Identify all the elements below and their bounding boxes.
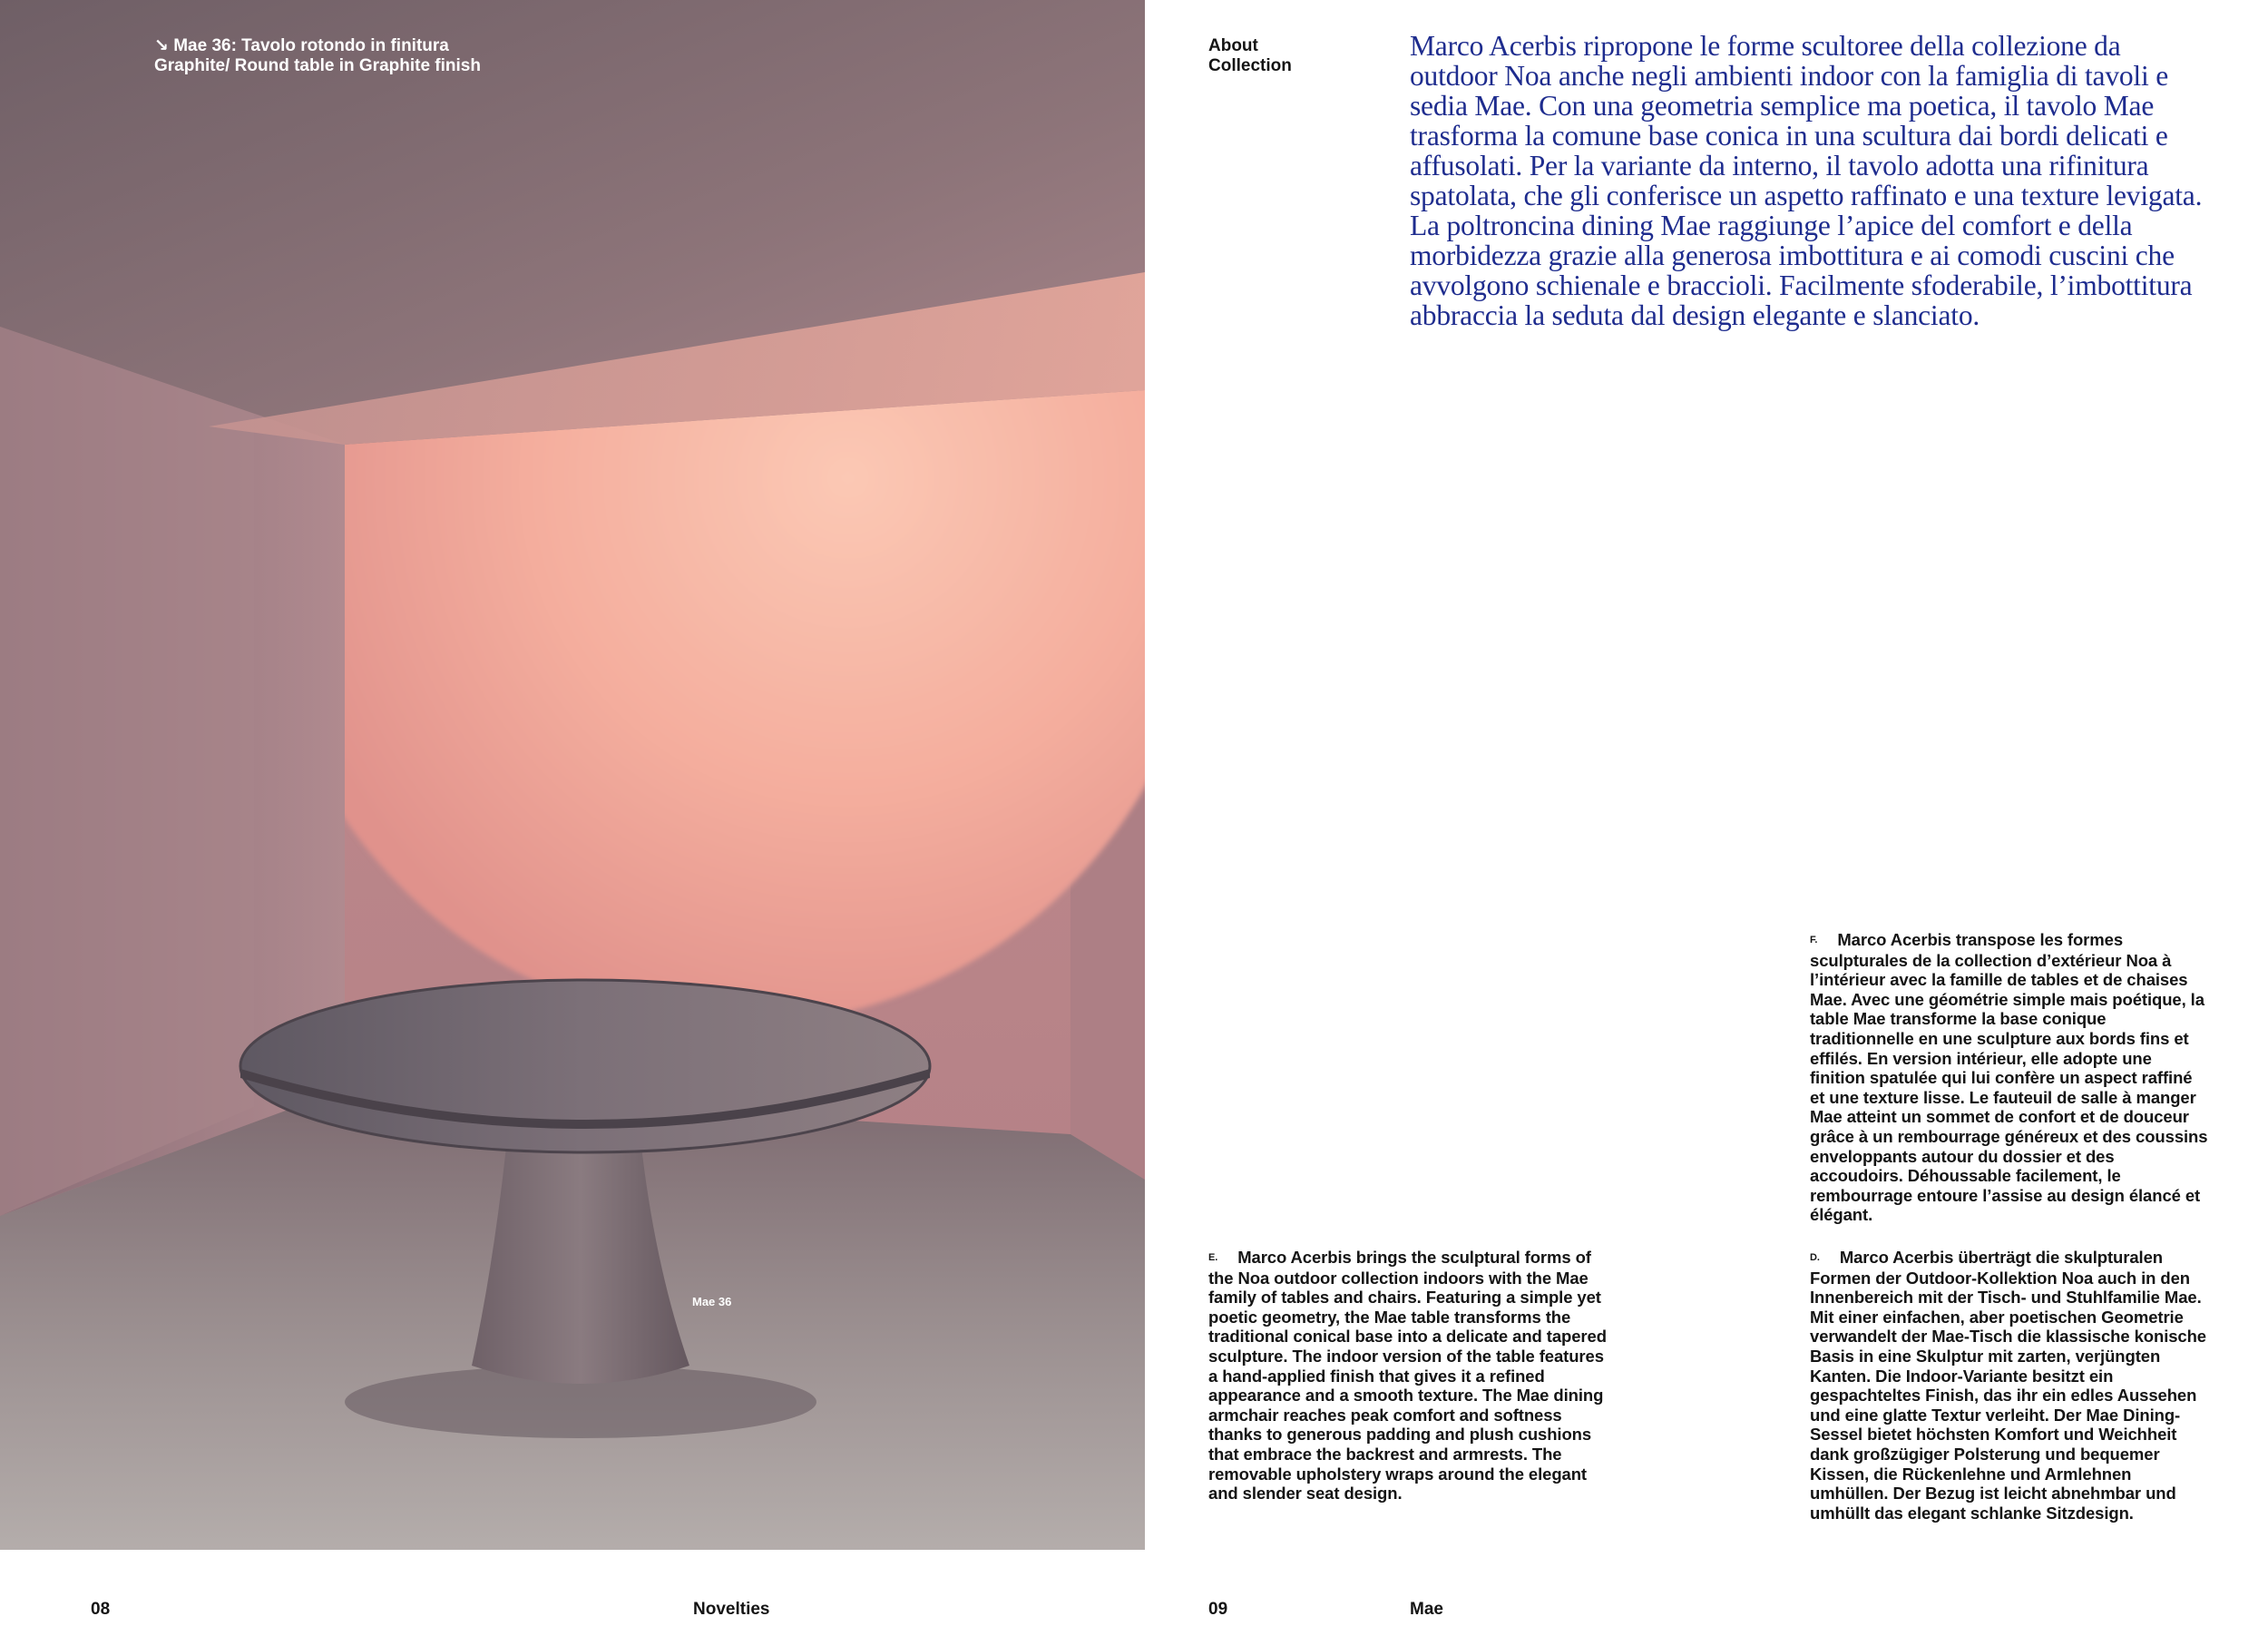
page-number-right: 09 — [1208, 1600, 1228, 1619]
language-tag: F. — [1810, 935, 1818, 945]
paragraph-text: Marco Acerbis brings the sculptural forms of the Noa outdoor collection indoors with the Mae family of tables and chairs. Featuring a simple yet poetic geometry, the Mae table transforms the traditional conical base into a delicate and tapered sculpture. The indoor version of the table features a hand-applied finish that gives it a refined appearance and a smooth texture. The Mae dining armchair reaches peak comfort and softness thanks to generous padding and plush cushions that embrace the backrest and armrests. The removable upholstery wraps around the elegant and slender seat design. — [1208, 1248, 1607, 1504]
language-tag: D. — [1810, 1252, 1820, 1263]
section-name-right: Mae — [1410, 1600, 1443, 1619]
paragraph-text: Marco Acerbis überträgt die skulpturalen Formen der Outdoor-Kollektion Noa auch in den Innenbereich mit der Tisch- und Stuhlfamilie Mae. Mit einer einfachen, aber poetischen Geometrie verwandelt der Mae-Tisch die klassische konische Basis in eine Skulptur mit zarten, verjüngten Kanten. Die Indoor-Variante besitzt ein gespachteltes Finish, das ihr ein edles Aussehen und eine glatte Textur verleiht. Der Mae Dining-Sessel bietet höchsten Komfort und Weichheit dank großzügiger Polsterung und bequemer Kissen, die Rückenlehne und Armlehnen umhüllen. Der Bezug ist leicht abnehmbar und umhüllt das elegant schlanke Sitzdesign. — [1810, 1248, 2206, 1523]
page-number-left: 08 — [91, 1600, 111, 1619]
language-tag: E. — [1208, 1252, 1218, 1263]
text-column-english — [1208, 1248, 1608, 1504]
table-scene-illustration — [0, 0, 1145, 1550]
product-label: Mae 36 — [692, 1295, 732, 1308]
section-name-left: Novelties — [693, 1600, 770, 1619]
photo-caption: ↘ Mae 36: Tavolo rotondo in finitura Graphite/ Round table in Graphite finish — [154, 36, 481, 75]
text-column-german — [1810, 1248, 2209, 1523]
paragraph-text: Marco Acerbis transpose les formes sculpturales de la collection d’extérieur Noa à l’intérieur avec la famille de tables et de chaises Mae. Avec une géométrie simple mais poétique, la table Mae transforme la base conique traditionnelle en une sculpture aux bords fins et effilés. En version intérieur, elle adopte une finition spatulée qui lui confère un aspect raffiné et une texture lisse. Le fauteuil de salle à manger Mae atteint un sommet de confort et de douceur grâce à un rembourrage généreux et des coussins enveloppants autour du dossier et des accoudoirs. Déhoussable facilement, le rembourrage entoure l’assise au design élancé et élégant. — [1810, 930, 2208, 1225]
text-column-french — [1810, 930, 2209, 1225]
hero-photo — [0, 0, 1145, 1550]
intro-paragraph-italian: Marco Acerbis ripropone le forme scultoree della collezione da outdoor Noa anche negli ambienti indoor con la famiglia di tavoli e sedia Mae. Con una geometria semplice ma poetica, il tavolo Mae trasforma la comune base conica in una scultura dai bordi delicati e affusolati. Per la variante da interno, il tavolo adotta una rifinitura spatolata, che gli conferisce un aspetto raffinato e una texture levigata. La poltroncina dining Mae raggiunge l’apice del comfort e della morbidezza grazie alla generosa imbottitura e ai comodi cuscini che avvolgono schienale e braccioli. Facilmente sfoderabile, l’imbottitura abbraccia la seduta dal design elegante e slanciato. — [1410, 30, 2203, 331]
section-heading: About Collection — [1208, 36, 1292, 75]
